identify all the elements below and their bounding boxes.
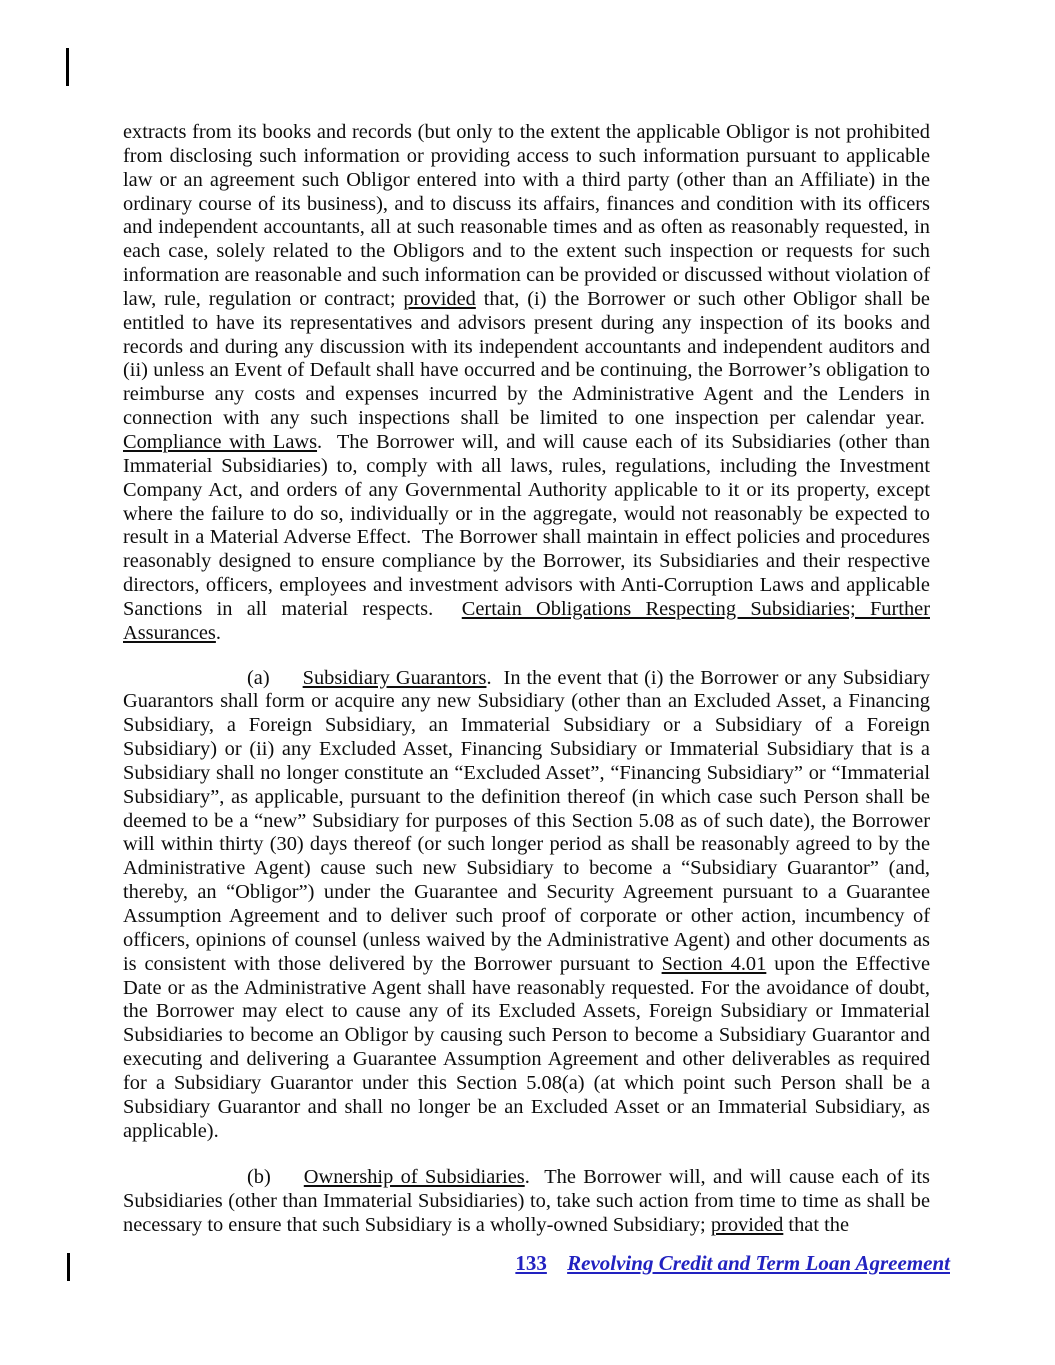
paragraph-b-ownership-of-subsidiaries: [123, 1166, 930, 1238]
footer-document-title[interactable]: Revolving Credit and Term Loan Agreement: [567, 1251, 950, 1275]
paragraph-a-subsidiary-guarantors: [123, 667, 930, 1144]
text-run: that, (i) the Borrower or such other Obligor shall be entitled to have its representatives and advisors present during any inspection of its books and records and during any discussion with its independent accountants and independent auditors and (ii) unless an Event of Default shall have occurred and be continuing, the Borrower’s obligation to reimburse any costs and expenses incurred by the Administrative Agent and the Lenders in connection with any such inspections shall be limited to one inspection per calendar year.: [123, 287, 930, 430]
underlined-text-run: Subsidiary Guarantors: [302, 666, 487, 689]
text-run: that the: [783, 1214, 849, 1237]
page-number[interactable]: 133: [515, 1251, 547, 1275]
text-run: (a): [247, 666, 270, 689]
underlined-text-run: Certain Obligations Respecting Subsidiaries; Further Assurances: [123, 597, 930, 644]
revision-change-bar-top: [66, 48, 69, 86]
page-body: [123, 0, 930, 1238]
text-run: . In the event that (i) the Borrower or any Subsidiary Guarantors shall form or acquire any new Subsidiary (other than an Excluded Asset, a Financing Subsidiary, a Foreign Subsidiary, an Immaterial Subsidiary or a Subsidiary of a Foreign Subsidiary) or (ii) any Excluded Asset, Financing Subsidiary or Immaterial Subsidiary that is a Subsidiary shall no longer constitute an “Excluded Asset”, “Financing Subsidiary” or “Immaterial Subsidiary”, as applicable, pursuant to the definition thereof (in which case such Person shall be deemed to be a “new” Subsidiary for purposes of this Section 5.08 as of such date), the Borrower will within thirty (30) days thereof (or such longer period as shall be reasonably agreed to by the Administrative Agent) cause such new Subsidiary to become a “Subsidiary Guarantor” (and, thereby, an “Obligor”) under the Guarantee and Security Agreement pursuant to a Guarantee Assumption Agreement and to deliver such proof of corporate or other action, incumbency of officers, opinions of counsel (unless waived by the Administrative Agent) and other documents as is consistent with those delivered by the Borrower pursuant to: [123, 666, 930, 975]
underlined-text-run: provided: [403, 287, 476, 310]
text-run: . The Borrower will, and will cause each of its Subsidiaries (other than Immaterial Subsidiaries) to, take such action from time to time as shall be necessary to ensure that such Subsidiary is a wholly-owned Subsidiary;: [123, 1166, 930, 1237]
text-run: .: [215, 621, 221, 644]
text-run: . The Borrower will, and will cause each of its Subsidiaries (other than Immaterial Subsidiaries) to, comply with all laws, rules, regulations, including the Investment Company Act, and orders of any Governmental Authority applicable to it or its property, except where the failure to do so, individually or in the aggregate, would not reasonably be expected to result in a Material Adverse Effect. The Borrower shall maintain in effect policies and procedures reasonably designed to ensure compliance by the Borrower, its Subsidiaries and their respective directors, officers, employees and investment advisors with Anti-Corruption Laws and applicable Sanctions in all material respects.: [123, 430, 930, 620]
revision-change-bar-bottom: [67, 1253, 70, 1281]
paragraph-continuation: [123, 121, 930, 646]
underlined-text-run: Section 4.01: [661, 952, 767, 975]
underlined-text-run: Compliance with Laws: [123, 430, 318, 453]
page-footer: [515, 1251, 950, 1276]
text-run: (b): [247, 1166, 271, 1189]
text-run: upon the Effective Date or as the Administrative Agent shall have reasonably requested. For the avoidance of doubt, the Borrower may elect to cause any of its Excluded Assets, Foreign Subsidiary or Immaterial Subsidiaries to become an Obligor by causing such Person to become a Subsidiary Guarantor and executing and delivering a Guarantee Assumption Agreement and other deliverables as required for a Subsidiary Guarantor under this Section 5.08(a) (at which point such Person shall be a Subsidiary Guarantor and shall no longer be an Excluded Asset or an Immaterial Subsidiary, as applicable).: [123, 952, 930, 1142]
underlined-text-run: provided: [710, 1214, 784, 1237]
underlined-text-run: Ownership of Subsidiaries: [303, 1166, 525, 1189]
text-run: extracts from its books and records (but only to the extent the applicable Obligor is not prohibited from disclosing such information or providing access to such information pursuant to applicable law or an agreement such Obligor entered into with a third party (other than an Affiliate) in the ordinary course of its business), and to discuss its affairs, finances and condition with its officers and independent accountants, all at such reasonable times and as often as reasonably requested, in each case, solely related to the Obligors and to the extent such inspection or requests for such information are reasonable and such information can be provided or discussed without violation of law, rule, regulation or contract;: [123, 121, 930, 310]
